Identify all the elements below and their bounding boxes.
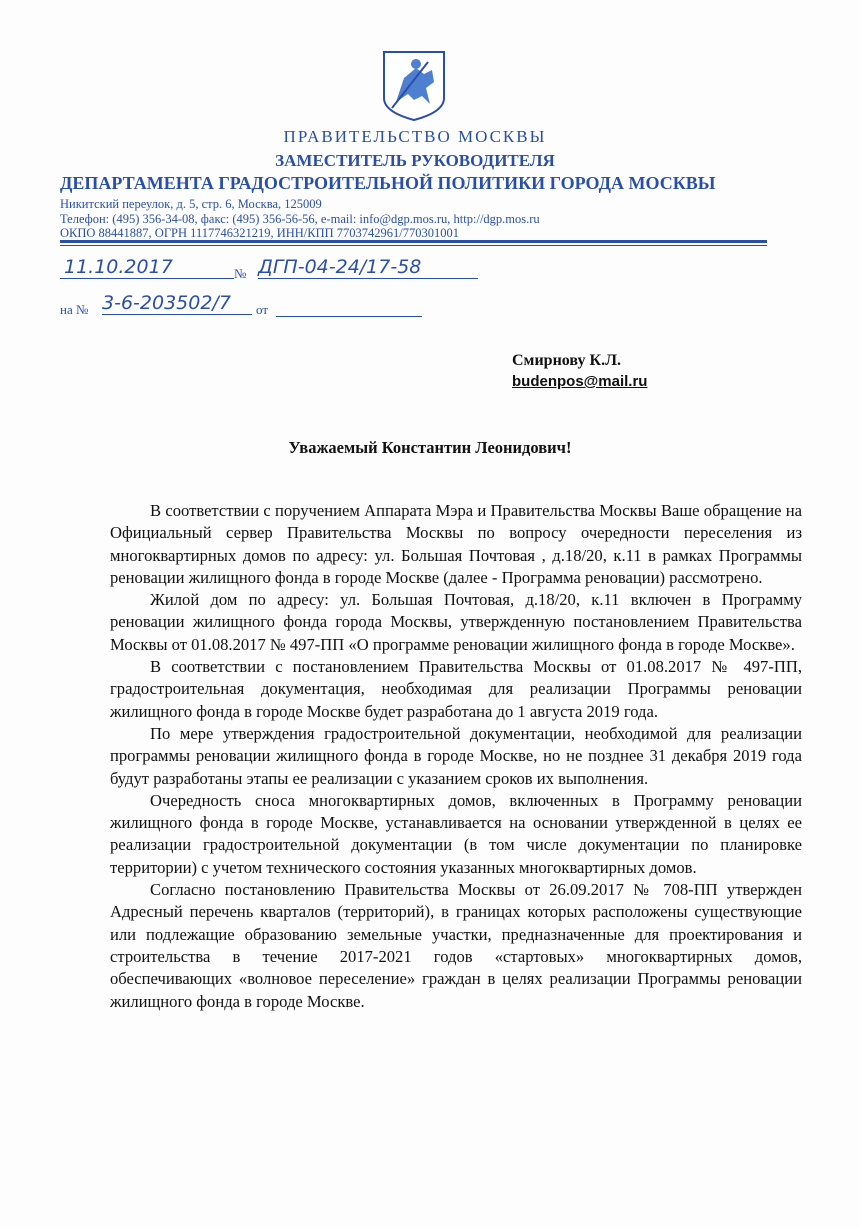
paragraph: Согласно постановлению Правительства Москвы от 26.09.2017 № 708-ПП утвержден Адресный перечень кварталов (территорий), в границах которых расположены существующие или подлежащие образованию земельные участки, предназначенные для проектирования и строительства в течение 2017-2021 годов «стартовых» многоквартирных домов, обеспечивающих «волновое переселение» граждан в целях реализации Программы реновации жилищного фонда в городе Москве. — [110, 880, 802, 1011]
reply-number: 3-6-203502/7 — [102, 292, 252, 315]
from-date-blank — [276, 294, 422, 317]
contacts: Телефон: (495) 356-34-08, факс: (495) 356-56-56, e-mail: info@dgp.mos.ru, http://dgp.mos.ru — [60, 212, 540, 226]
header-rule-thin — [60, 245, 767, 246]
outgoing-number: ДГП-04-24/17-58 — [258, 256, 478, 279]
letter-body — [110, 500, 802, 1013]
org-name: ПРАВИТЕЛЬСТВО МОСКВЫ — [283, 127, 547, 146]
address: Никитский переулок, д. 5, стр. 6, Москва, 125009 — [60, 197, 322, 211]
number-label: № — [234, 266, 247, 281]
paragraph: По мере утверждения градостроительной документации, необходимой для реализации программы реновации жилищного фонда в городе Москве, но не позднее 31 декабря 2019 года будут разработаны этапы ее реализации с указанием сроков их выполнения. — [110, 723, 802, 788]
outgoing-date: 11.10.2017 — [60, 256, 234, 279]
paragraph: В соответствии с постановлением Правительства Москвы от 01.08.2017 № 497-ПП, градостроительная документация, необходимая для реализации Программы реновации жилищного фонда в городе Москве будет разработана до 1 августа 2019 года. — [110, 657, 802, 721]
position-title: ЗАМЕСТИТЕЛЬ РУКОВОДИТЕЛЯ — [275, 151, 555, 170]
paragraph: Жилой дом по адресу: ул. Большая Почтовая, д.18/20, к.11 включен в Программу реновации жилищного фонда города Москвы, утвержденную постановлением Правительства Москвы от 01.08.2017 № 497-ПП «О программе реновации жилищного фонда в городе Москве». — [110, 590, 802, 654]
from-label: от — [256, 302, 269, 317]
greeting: Уважаемый Константин Леонидович! — [288, 438, 572, 457]
recipient-block — [512, 350, 647, 392]
department-name: ДЕПАРТАМЕНТА ГРАДОСТРОИТЕЛЬНОЙ ПОЛИТИКИ ГОРОДА МОСКВЫ — [60, 173, 716, 193]
moscow-coat-of-arms-icon — [378, 48, 450, 122]
paragraph: В соответствии с поручением Аппарата Мэра и Правительства Москвы Ваше обращение на Официальный сервер Правительства Москвы по вопросу очередности переселения из многоквартирных домов по адресу: ул. Большая Почтовая , д.18/20, к.11 в рамках Программы реновации жилищного фонда в городе Москве (далее - Программа реновации) рассмотрено. — [110, 501, 802, 587]
header-rule — [60, 240, 767, 243]
registry-codes: ОКПО 88441887, ОГРН 1117746321219, ИНН/КПП 7703742961/770301001 — [60, 226, 460, 240]
reply-label: на № — [60, 302, 89, 317]
paragraph: Очередность сноса многоквартирных домов, включенных в Программу реновации жилищного фонда в городе Москве, устанавливается на основании утвержденной в целях ее реализации градостроительной документации (в том числе документации по планировке территории) с учетом технического состояния указанных многоквартирных домов. — [110, 790, 802, 877]
recipient-name: Смирнову К.Л. — [512, 352, 622, 369]
recipient-email[interactable]: budenpos@mail.ru — [512, 373, 648, 390]
